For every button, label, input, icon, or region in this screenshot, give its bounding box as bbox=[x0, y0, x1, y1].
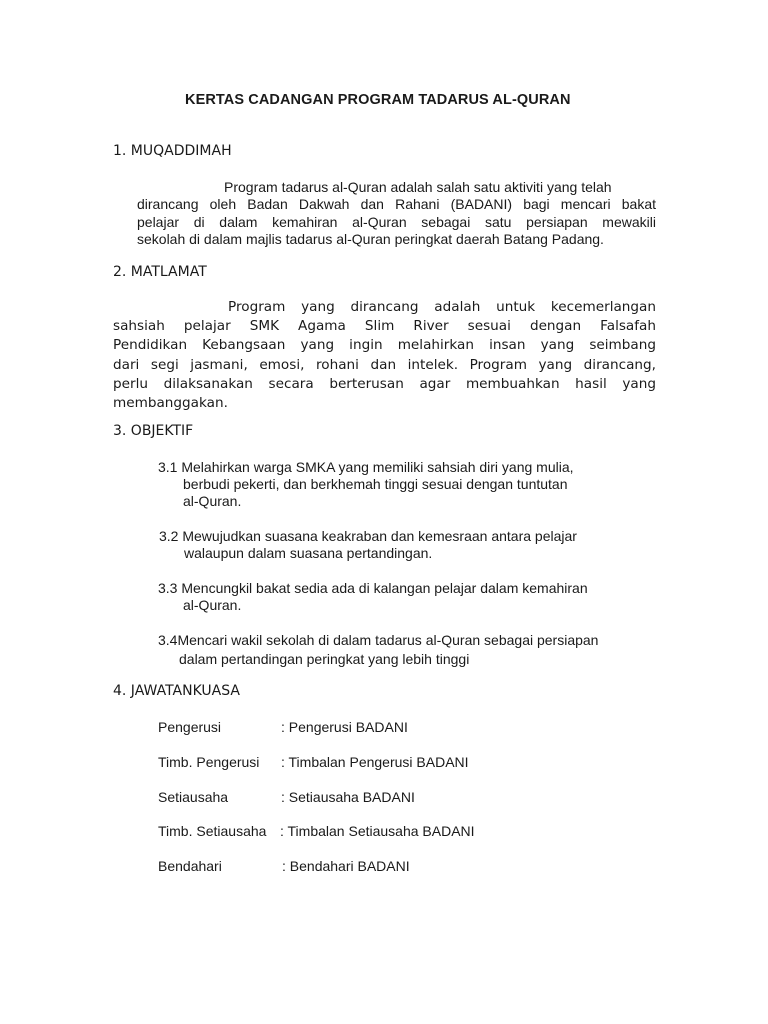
objective-line: 3.1 Melahirkan warga SMKA yang memiliki sahsiah diri yang mulia, bbox=[158, 459, 574, 475]
objective-item bbox=[158, 580, 658, 614]
committee-value: : Timbalan Pengerusi BADANI bbox=[281, 754, 469, 770]
objective-line: dalam pertandingan peringkat yang lebih tinggi bbox=[179, 651, 470, 667]
section-heading-matlamat: 2. MATLAMAT bbox=[113, 264, 207, 280]
paragraph-line: Pendidikan Kebangsaan yang ingin melahirkan insan yang seimbang bbox=[113, 337, 656, 354]
muqaddimah-paragraph bbox=[137, 179, 656, 249]
document-title: KERTAS CADANGAN PROGRAM TADARUS AL-QURAN bbox=[185, 92, 571, 108]
committee-role: Timb. Pengerusi bbox=[158, 754, 260, 770]
paragraph-line: perlu dilaksanakan secara berterusan agar membuahkan hasil yang bbox=[113, 375, 656, 392]
committee-value: : Timbalan Setiausaha BADANI bbox=[280, 823, 475, 839]
paragraph-line: membanggakan. bbox=[113, 395, 228, 412]
objective-line: 3.2 Mewujudkan suasana keakraban dan kemesraan antara pelajar bbox=[159, 528, 577, 544]
objective-line: 3.4Mencari wakil sekolah di dalam tadarus al-Quran sebagai persiapan bbox=[158, 632, 599, 648]
paragraph-line: sekolah di dalam majlis tadarus al-Quran peringkat daerah Batang Padang. bbox=[137, 231, 604, 248]
section-heading-objektif: 3. OBJEKTIF bbox=[113, 423, 194, 439]
objective-line: walaupun dalam suasana pertandingan. bbox=[184, 545, 433, 562]
committee-role: Timb. Setiausaha bbox=[158, 823, 267, 839]
committee-value: : Bendahari BADANI bbox=[282, 858, 410, 874]
objective-line: 3.3 Mencungkil bakat sedia ada di kalangan pelajar dalam kemahiran bbox=[158, 580, 588, 596]
paragraph-line: pelajar di dalam kemahiran al-Quran sebagai satu persiapan mewakili bbox=[137, 213, 656, 230]
paragraph-line: dirancang oleh Badan Dakwah dan Rahani (BADANI) bagi mencari bakat bbox=[137, 196, 656, 213]
committee-role: Bendahari bbox=[158, 858, 222, 874]
paragraph-line: dari segi jasmani, emosi, rohani dan intelek. Program yang dirancang, bbox=[113, 356, 656, 373]
paragraph-line: Program yang dirancang adalah untuk kecemerlangan bbox=[228, 299, 656, 315]
objective-item bbox=[158, 459, 658, 511]
committee-value: : Pengerusi BADANI bbox=[281, 719, 408, 735]
objective-line: al-Quran. bbox=[183, 493, 242, 510]
paragraph-line: sahsiah pelajar SMK Agama Slim River sesuai dengan Falsafah bbox=[113, 318, 656, 335]
committee-role: Pengerusi bbox=[158, 719, 222, 735]
committee-role: Setiausaha bbox=[158, 789, 229, 805]
paragraph-line: Program tadarus al-Quran adalah salah satu aktiviti yang telah bbox=[224, 179, 612, 195]
matlamat-paragraph bbox=[113, 298, 656, 413]
objective-line: berbudi pekerti, dan berkhemah tinggi sesuai dengan tuntutan bbox=[183, 476, 568, 493]
section-heading-jawatankuasa: 4. JAWATANKUASA bbox=[113, 683, 240, 699]
objective-item bbox=[159, 528, 659, 562]
committee-value: : Setiausaha BADANI bbox=[281, 789, 415, 805]
section-heading-muqaddimah: 1. MUQADDIMAH bbox=[113, 143, 232, 159]
objective-line: al-Quran. bbox=[183, 597, 242, 614]
objective-item bbox=[158, 631, 678, 669]
